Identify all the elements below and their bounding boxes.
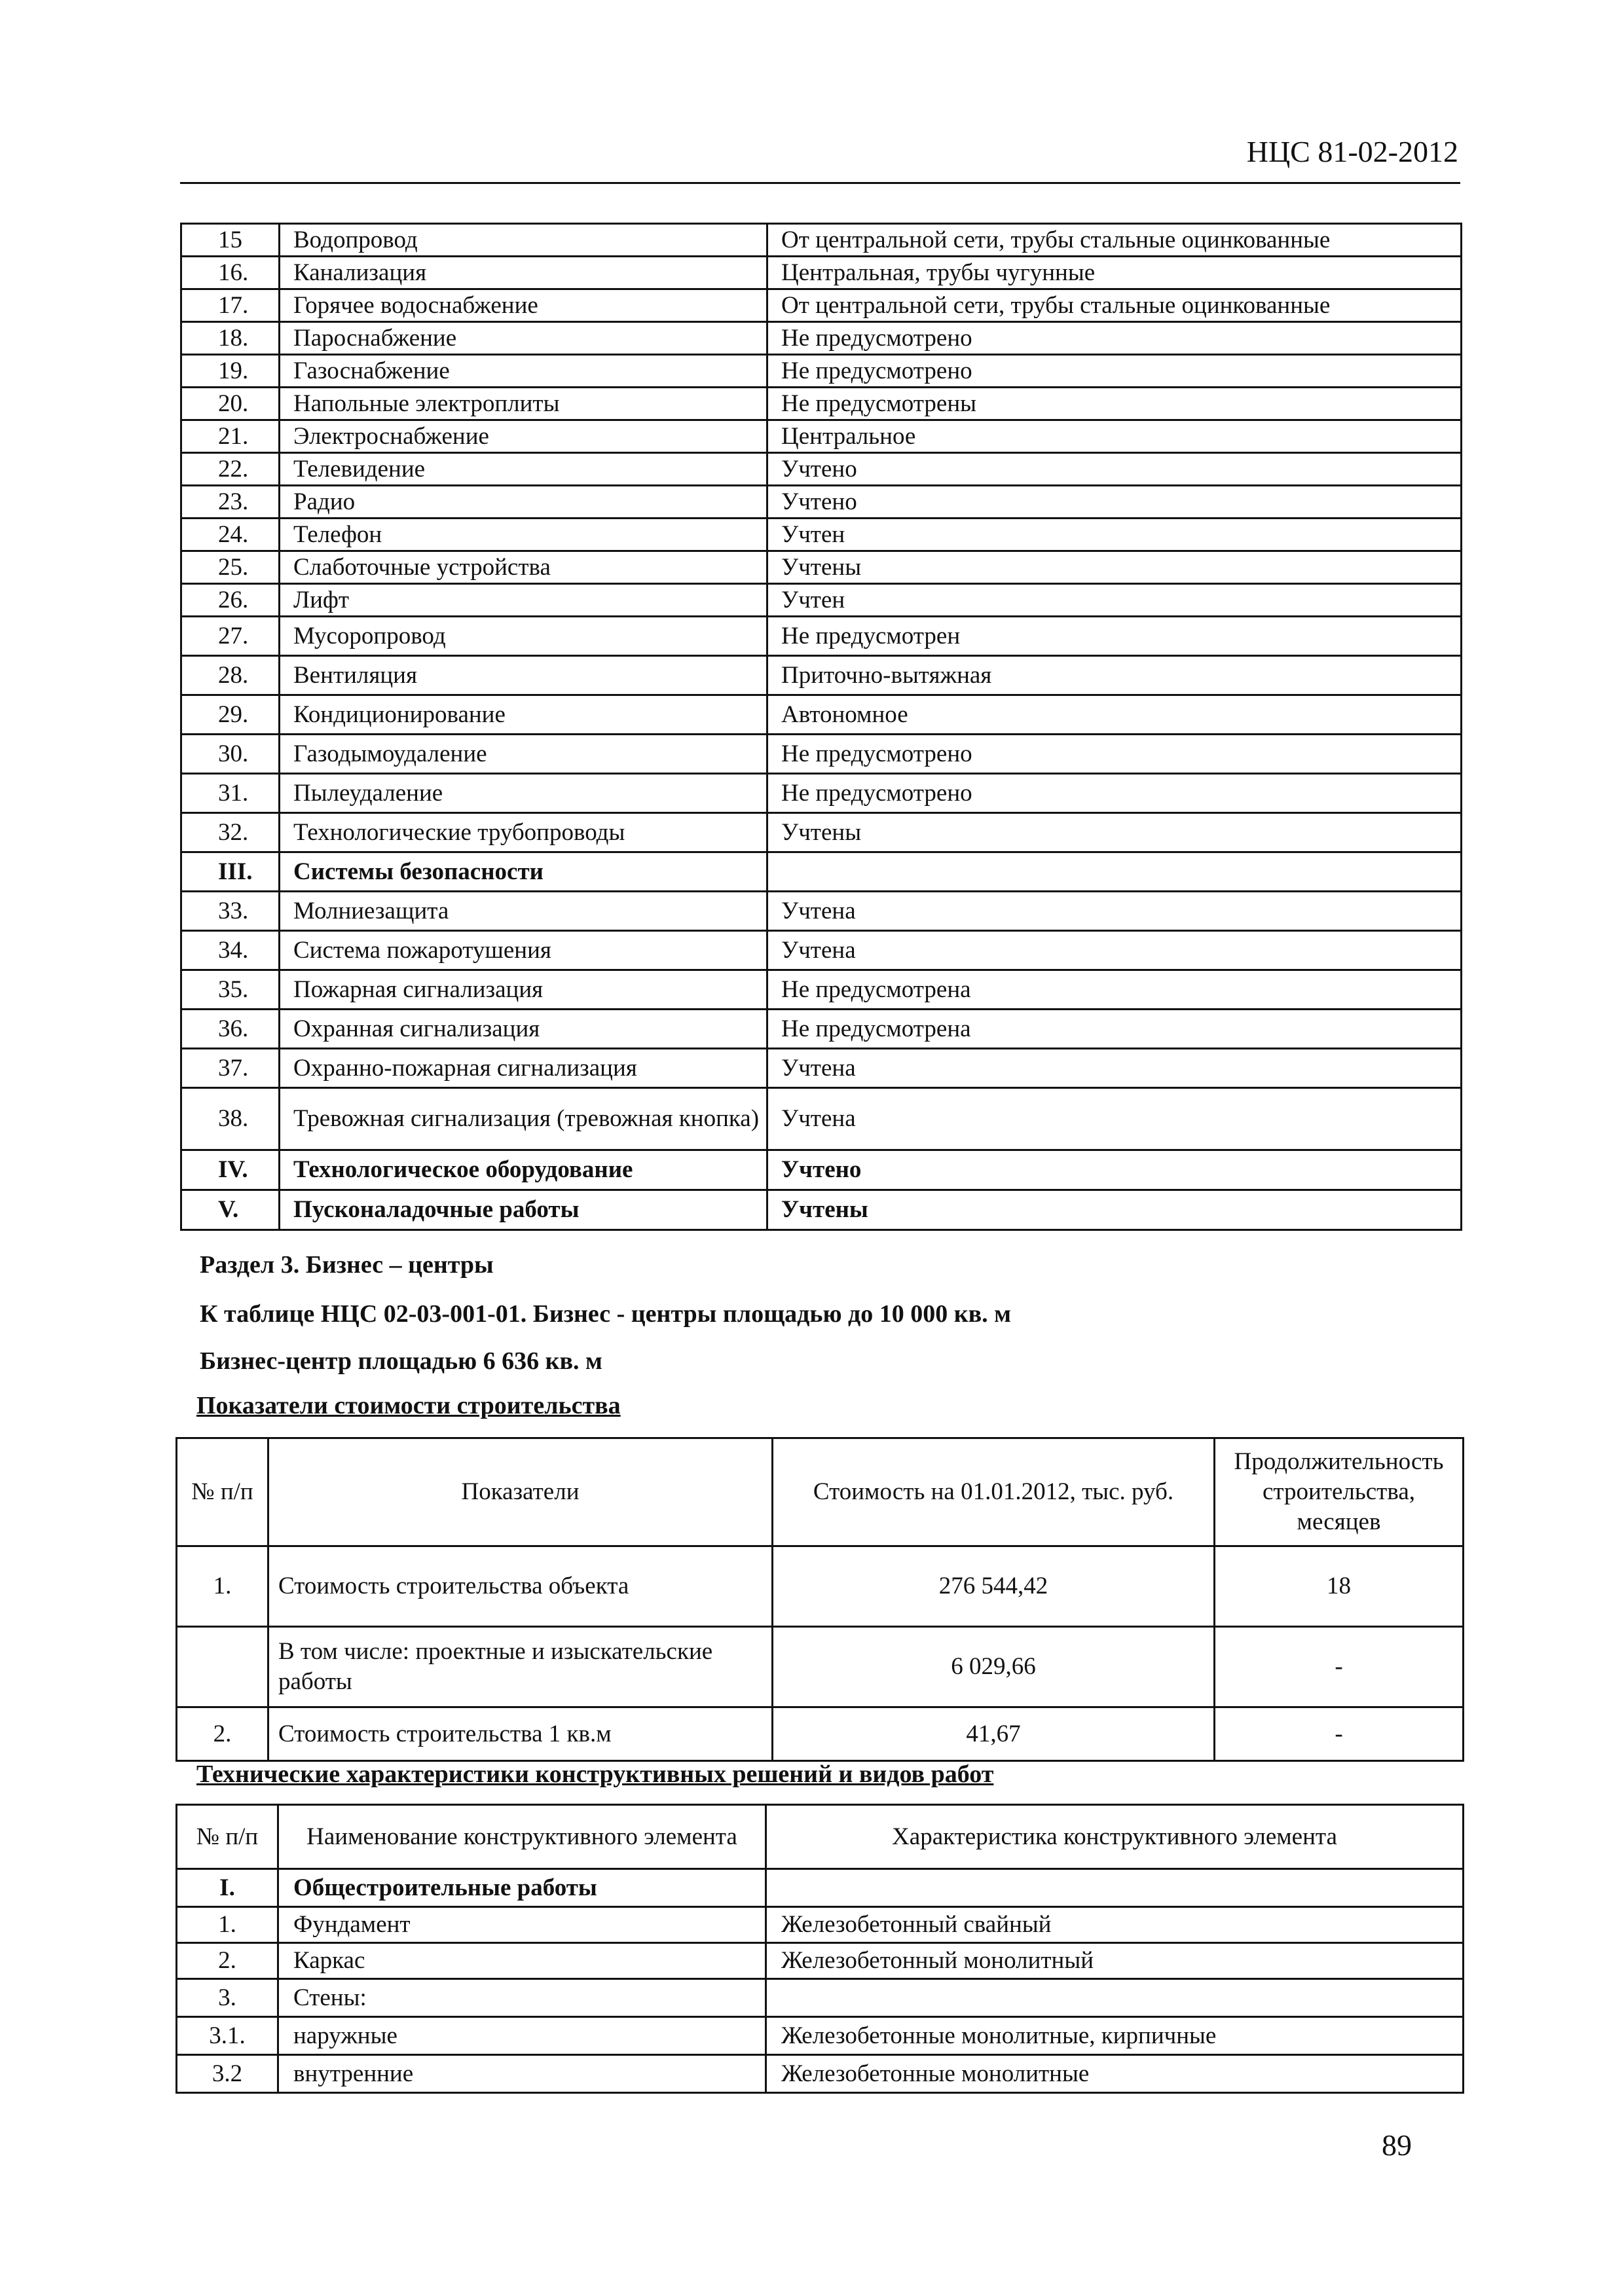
row-name: Водопровод bbox=[280, 224, 767, 257]
row-value: Не предусмотрен bbox=[767, 617, 1462, 656]
header-element: Наименование конструктивного элемента bbox=[278, 1805, 766, 1869]
row-name: Телефон bbox=[280, 519, 767, 551]
table-row bbox=[181, 257, 1462, 289]
table-row bbox=[181, 289, 1462, 322]
row-duration: - bbox=[1215, 1707, 1464, 1761]
row-value: Учтены bbox=[767, 813, 1462, 852]
row-value: Не предусмотрены bbox=[767, 388, 1462, 420]
table-row bbox=[181, 735, 1462, 774]
tech-table bbox=[175, 1804, 1464, 2094]
row-number: 22. bbox=[181, 453, 280, 486]
table-row-section bbox=[181, 1150, 1462, 1190]
row-value: Учтено bbox=[767, 486, 1462, 519]
row-value: Не предусмотрено bbox=[767, 322, 1462, 355]
table-row bbox=[177, 2017, 1464, 2055]
row-value: Учтена bbox=[767, 931, 1462, 970]
table-row bbox=[181, 931, 1462, 970]
row-number: 18. bbox=[181, 322, 280, 355]
row-name: Канализация bbox=[280, 257, 767, 289]
row-number: IV. bbox=[181, 1150, 280, 1190]
cost-table bbox=[175, 1437, 1464, 1762]
row-characteristic: Железобетонные монолитные, кирпичные bbox=[766, 2017, 1464, 2055]
row-name: Газодымоудаление bbox=[280, 735, 767, 774]
table-row bbox=[181, 355, 1462, 388]
row-number: 29. bbox=[181, 695, 280, 735]
table-row bbox=[181, 656, 1462, 695]
row-value: Не предусмотрено bbox=[767, 774, 1462, 813]
row-value: Учтена bbox=[767, 892, 1462, 931]
row-number: 3.1. bbox=[177, 2017, 278, 2055]
table-header-row bbox=[177, 1805, 1464, 1869]
row-name: Пусконаладочные работы bbox=[280, 1190, 767, 1230]
table-row bbox=[181, 420, 1462, 453]
table-row bbox=[181, 1088, 1462, 1150]
row-element: Стены: bbox=[278, 1979, 766, 2017]
row-value: Не предусмотрено bbox=[767, 735, 1462, 774]
row-characteristic: Железобетонный монолитный bbox=[766, 1943, 1464, 1979]
row-cost: 6 029,66 bbox=[773, 1627, 1215, 1707]
row-indicator: В том числе: проектные и изыскательские работы bbox=[268, 1627, 773, 1707]
header-characteristic: Характеристика конструктивного элемента bbox=[766, 1805, 1464, 1869]
header-num: № п/п bbox=[177, 1805, 278, 1869]
table-row bbox=[177, 1907, 1464, 1943]
row-name: Электроснабжение bbox=[280, 420, 767, 453]
row-name: Горячее водоснабжение bbox=[280, 289, 767, 322]
row-name: Лифт bbox=[280, 584, 767, 617]
row-name: Охранная сигнализация bbox=[280, 1010, 767, 1049]
row-value: Автономное bbox=[767, 695, 1462, 735]
row-value: От центральной сети, трубы стальные оцинкованные bbox=[767, 224, 1462, 257]
row-cost: 41,67 bbox=[773, 1707, 1215, 1761]
table-header-row bbox=[177, 1438, 1464, 1546]
row-name: Технологическое оборудование bbox=[280, 1150, 767, 1190]
row-value: Учтены bbox=[767, 551, 1462, 584]
row-number: 1. bbox=[177, 1546, 268, 1627]
table-row bbox=[181, 224, 1462, 257]
tech-heading: Технические характеристики конструктивных решений и видов работ bbox=[196, 1760, 994, 1788]
row-number: 20. bbox=[181, 388, 280, 420]
row-element: Фундамент bbox=[278, 1907, 766, 1943]
header-num: № п/п bbox=[177, 1438, 268, 1546]
row-number: 2. bbox=[177, 1707, 268, 1761]
row-value: Не предусмотрена bbox=[767, 1010, 1462, 1049]
table-row bbox=[177, 1979, 1464, 2017]
row-number: 3. bbox=[177, 1979, 278, 2017]
row-element: Общестроительные работы bbox=[278, 1869, 766, 1907]
row-number: 15 bbox=[181, 224, 280, 257]
row-name: Пылеудаление bbox=[280, 774, 767, 813]
row-name: Система пожаротушения bbox=[280, 931, 767, 970]
row-number: 19. bbox=[181, 355, 280, 388]
table-row bbox=[181, 970, 1462, 1010]
row-number: 26. bbox=[181, 584, 280, 617]
row-value: Учтен bbox=[767, 584, 1462, 617]
row-number: 21. bbox=[181, 420, 280, 453]
table-row bbox=[181, 1049, 1462, 1088]
row-value: Центральное bbox=[767, 420, 1462, 453]
table-row bbox=[177, 2055, 1464, 2093]
table-row bbox=[181, 388, 1462, 420]
row-number: 1. bbox=[177, 1907, 278, 1943]
table-reference: К таблице НЦС 02-03-001-01. Бизнес - центры площадью до 10 000 кв. м bbox=[200, 1300, 1012, 1328]
row-duration: - bbox=[1215, 1627, 1464, 1707]
table-row bbox=[177, 1707, 1464, 1761]
row-number: 38. bbox=[181, 1088, 280, 1150]
row-number: 16. bbox=[181, 257, 280, 289]
row-name: Пароснабжение bbox=[280, 322, 767, 355]
table-row bbox=[181, 486, 1462, 519]
row-value: Учтено bbox=[767, 453, 1462, 486]
page-number: 89 bbox=[1382, 2128, 1412, 2162]
header-duration: Продолжительность строительства, месяцев bbox=[1215, 1438, 1464, 1546]
row-name: Радио bbox=[280, 486, 767, 519]
row-element: Каркас bbox=[278, 1943, 766, 1979]
document-code: НЦС 81-02-2012 bbox=[1246, 135, 1458, 168]
row-value: Приточно-вытяжная bbox=[767, 656, 1462, 695]
row-name: Напольные электроплиты bbox=[280, 388, 767, 420]
table-row bbox=[181, 322, 1462, 355]
row-name: Слаботочные устройства bbox=[280, 551, 767, 584]
section-title: Раздел 3. Бизнес – центры bbox=[200, 1251, 494, 1279]
row-name: Молниезащита bbox=[280, 892, 767, 931]
row-value bbox=[767, 852, 1462, 892]
row-name: Мусоропровод bbox=[280, 617, 767, 656]
row-name: Телевидение bbox=[280, 453, 767, 486]
row-name: Охранно-пожарная сигнализация bbox=[280, 1049, 767, 1088]
row-number: III. bbox=[181, 852, 280, 892]
table-row bbox=[181, 617, 1462, 656]
table-row bbox=[181, 584, 1462, 617]
row-number: 27. bbox=[181, 617, 280, 656]
row-number: 32. bbox=[181, 813, 280, 852]
row-cost: 276 544,42 bbox=[773, 1546, 1215, 1627]
header-cost: Стоимость на 01.01.2012, тыс. руб. bbox=[773, 1438, 1215, 1546]
table-row bbox=[181, 519, 1462, 551]
table-row bbox=[177, 1546, 1464, 1627]
row-number: 24. bbox=[181, 519, 280, 551]
row-number: 31. bbox=[181, 774, 280, 813]
row-number: V. bbox=[181, 1190, 280, 1230]
row-number: 2. bbox=[177, 1943, 278, 1979]
row-name: Кондиционирование bbox=[280, 695, 767, 735]
object-title: Бизнес-центр площадью 6 636 кв. м bbox=[200, 1347, 602, 1375]
systems-table bbox=[180, 223, 1462, 1231]
row-number: 23. bbox=[181, 486, 280, 519]
table-row-section bbox=[181, 1190, 1462, 1230]
row-number: 28. bbox=[181, 656, 280, 695]
row-characteristic: Железобетонный свайный bbox=[766, 1907, 1464, 1943]
table-row-section bbox=[181, 852, 1462, 892]
row-value: Учтен bbox=[767, 519, 1462, 551]
row-number bbox=[177, 1627, 268, 1707]
row-number: 35. bbox=[181, 970, 280, 1010]
row-value: Учтены bbox=[767, 1190, 1462, 1230]
table-row bbox=[181, 892, 1462, 931]
row-name: Вентиляция bbox=[280, 656, 767, 695]
row-number: 17. bbox=[181, 289, 280, 322]
row-element: наружные bbox=[278, 2017, 766, 2055]
row-number: 30. bbox=[181, 735, 280, 774]
row-number: I. bbox=[177, 1869, 278, 1907]
table-row bbox=[181, 695, 1462, 735]
row-indicator: Стоимость строительства 1 кв.м bbox=[268, 1707, 773, 1761]
row-number: 25. bbox=[181, 551, 280, 584]
row-value: Учтено bbox=[767, 1150, 1462, 1190]
row-value: Не предусмотрено bbox=[767, 355, 1462, 388]
row-value: От центральной сети, трубы стальные оцинкованные bbox=[767, 289, 1462, 322]
table-row bbox=[181, 551, 1462, 584]
table-row bbox=[181, 1010, 1462, 1049]
row-value: Учтена bbox=[767, 1049, 1462, 1088]
row-value: Учтена bbox=[767, 1088, 1462, 1150]
row-number: 34. bbox=[181, 931, 280, 970]
row-indicator: Стоимость строительства объекта bbox=[268, 1546, 773, 1627]
cost-heading: Показатели стоимости строительства bbox=[196, 1392, 621, 1419]
row-number: 3.2 bbox=[177, 2055, 278, 2093]
row-name: Тревожная сигнализация (тревожная кнопка) bbox=[280, 1088, 767, 1150]
row-number: 37. bbox=[181, 1049, 280, 1088]
table-row bbox=[181, 813, 1462, 852]
row-number: 36. bbox=[181, 1010, 280, 1049]
row-duration: 18 bbox=[1215, 1546, 1464, 1627]
row-characteristic bbox=[766, 1979, 1464, 2017]
row-name: Системы безопасности bbox=[280, 852, 767, 892]
table-row bbox=[177, 1627, 1464, 1707]
row-value: Не предусмотрена bbox=[767, 970, 1462, 1010]
header-rule bbox=[180, 182, 1460, 184]
row-name: Газоснабжение bbox=[280, 355, 767, 388]
row-name: Пожарная сигнализация bbox=[280, 970, 767, 1010]
row-value: Центральная, трубы чугунные bbox=[767, 257, 1462, 289]
row-number: 33. bbox=[181, 892, 280, 931]
row-characteristic: Железобетонные монолитные bbox=[766, 2055, 1464, 2093]
table-row bbox=[181, 774, 1462, 813]
row-name: Технологические трубопроводы bbox=[280, 813, 767, 852]
table-row bbox=[181, 453, 1462, 486]
table-row-section bbox=[177, 1869, 1464, 1907]
header-indicator: Показатели bbox=[268, 1438, 773, 1546]
row-characteristic bbox=[766, 1869, 1464, 1907]
row-element: внутренние bbox=[278, 2055, 766, 2093]
table-row bbox=[177, 1943, 1464, 1979]
